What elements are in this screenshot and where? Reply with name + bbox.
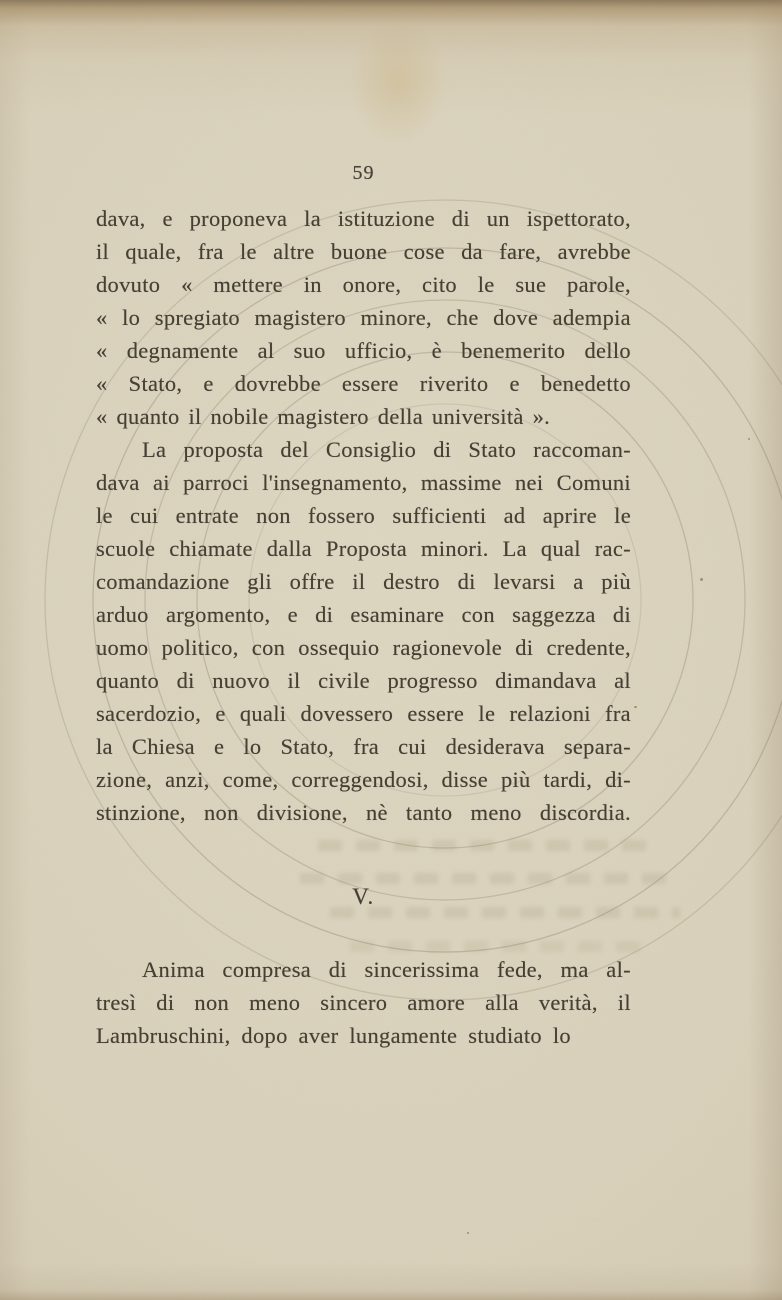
text-line: « quanto il nobile magistero della università ». <box>96 404 551 429</box>
text-line: « Stato, e dovrebbe essere riverito e benedetto <box>96 371 631 396</box>
text-line: zione, anzi, come, correggendosi, disse più tardi, di- <box>96 767 631 792</box>
text-line: La proposta del Consiglio di Stato raccoman- <box>142 437 631 462</box>
paragraph <box>96 953 631 1052</box>
paper-speck <box>748 438 750 440</box>
text-line: tresì di non meno sincero amore alla verità, il <box>96 990 631 1015</box>
text-line: Lambruschini, dopo aver lungamente studiato lo <box>96 1023 571 1048</box>
text-line: dava ai parroci l'insegnamento, massime nei Comuni <box>96 470 631 495</box>
text-line: sacerdozio, e quali dovessero essere le relazioni fra <box>96 701 631 726</box>
paper-speck <box>700 578 703 581</box>
paragraph <box>96 202 631 433</box>
text-line: dava, e proponeva la istituzione di un ispettorato, <box>96 206 631 231</box>
text-line: « degnamente al suo ufficio, è benemerito dello <box>96 338 631 363</box>
paragraph <box>96 433 631 829</box>
text-line: scuole chiamate dalla Proposta minori. La qual rac- <box>96 536 631 561</box>
text-block <box>96 202 631 1052</box>
body-text-upper <box>96 202 631 829</box>
text-line: « lo spregiato magistero minore, che dove adempia <box>96 305 631 330</box>
body-text-lower <box>96 953 631 1052</box>
paper-speck <box>467 1232 469 1234</box>
text-line: Anima compresa di sincerissima fede, ma al- <box>142 957 631 982</box>
text-line: le cui entrate non fossero sufficienti ad aprire le <box>96 503 631 528</box>
text-line: arduo argomento, e di esaminare con saggezza di <box>96 602 631 627</box>
page-number: 59 <box>352 162 375 184</box>
text-line: quanto di nuovo il civile progresso dimandava al <box>96 668 631 693</box>
paper-speck <box>634 706 637 708</box>
text-line: il quale, fra le altre buone cose da fare, avrebbe <box>96 239 631 264</box>
text-line: dovuto « mettere in onore, cito le sue parole, <box>96 272 631 297</box>
text-line: stinzione, non divisione, nè tanto meno discordia. <box>96 800 631 825</box>
section-heading: V. <box>352 884 375 909</box>
text-line: uomo politico, con ossequio ragionevole di credente, <box>96 635 631 660</box>
text-line: comandazione gli offre il destro di levarsi a più <box>96 569 631 594</box>
text-line: la Chiesa e lo Stato, fra cui desiderava separa- <box>96 734 631 759</box>
